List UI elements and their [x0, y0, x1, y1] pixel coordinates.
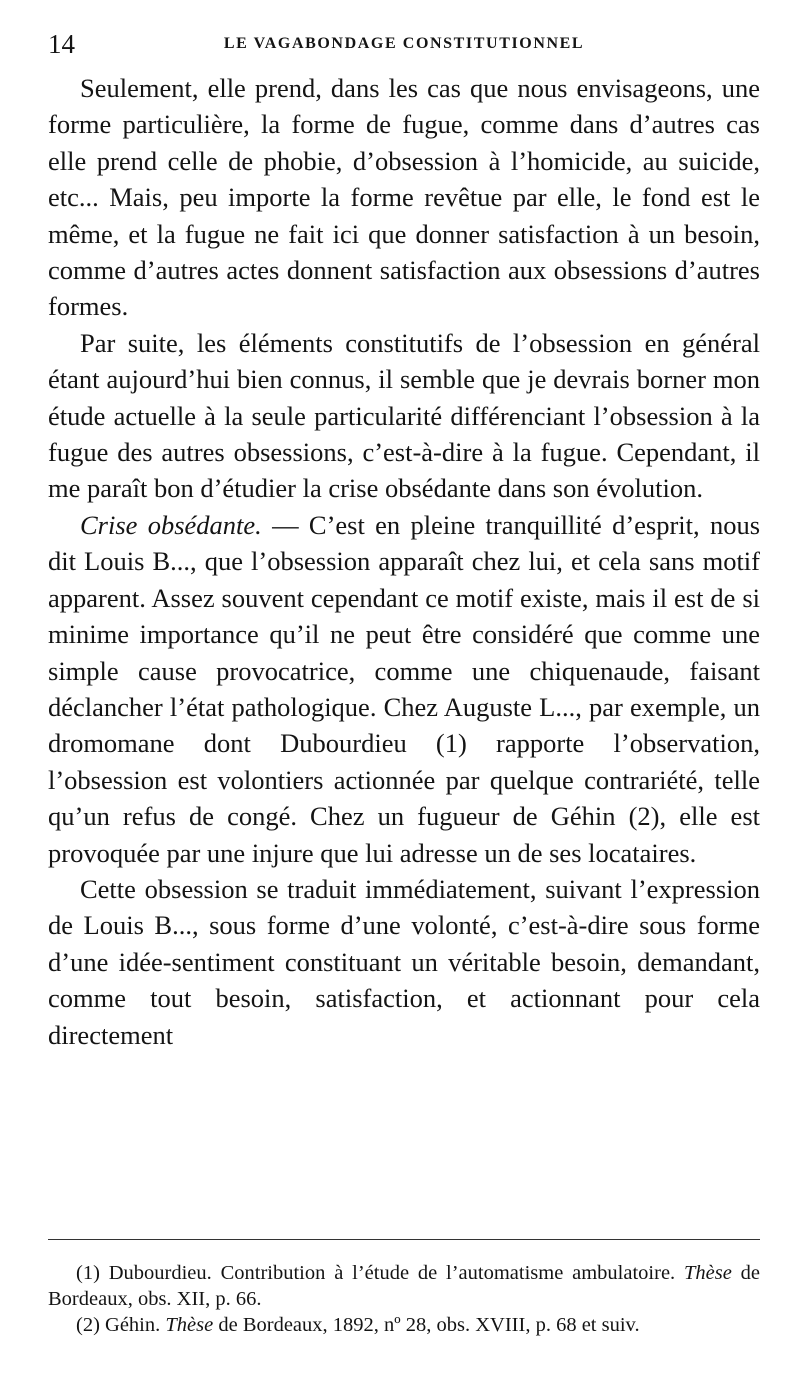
footnote-text: (1) Dubourdieu. Contribution à l’étude de l’automatisme ambulatoire. [76, 1262, 684, 1284]
footnote-text: de Bordeaux, 1892, nº 28, obs. XVIII, p. 68 et suiv. [213, 1314, 640, 1336]
footnote-text: de Bordeaux, obs. XII, p. 66. [48, 1262, 760, 1310]
paragraph-text: Cette obsession se traduit immédiatement, suivant l’expression de Louis B..., sous forme d’une volonté, c’est-à-dire sous forme d’une idée-sentiment constituant un véritable besoin, demandant, comme tout besoin, satisfaction, et actionnant pour cela directement [48, 873, 760, 1050]
footnote-text: (2) Géhin. [76, 1314, 166, 1336]
paragraph [48, 70, 760, 325]
footnote-italic: Thèse [165, 1314, 214, 1336]
paragraph [48, 507, 760, 871]
footnote-italic: Thèse [684, 1262, 732, 1284]
page-header [48, 28, 760, 60]
paragraph [48, 325, 760, 507]
paragraph [48, 871, 760, 1053]
section-lead: Crise obsédante. [80, 509, 262, 540]
page-number: 14 [48, 29, 75, 59]
footnote [48, 1312, 760, 1338]
paragraph-text: Par suite, les éléments constitutifs de l’obsession en général étant aujourd’hui bien connus, il semble que je devrais borner mon étude actuelle à la seule particularité différenciant l’obsession à la fugue des autres obsessions, c’est-à-dire à la fugue. Cependant, il me paraît bon d’étudier la crise obsédante dans son évolution. [48, 327, 760, 504]
footnote-divider [48, 1239, 760, 1240]
paragraph-text: — C’est en pleine tranquillité d’esprit, nous dit Louis B..., que l’obsession apparaît chez lui, et cela sans motif apparent. Assez souvent cependant ce motif existe, mais il est de si minime importance qu’il ne peut être considéré que comme une simple cause provocatrice, comme une chiquenaude, faisant déclancher l’état pathologique. Chez Auguste L..., par exemple, un dromomane dont Dubourdieu (1) rapporte l’observation, l’obsession est volontiers actionnée par quelque contrariété, telle qu’un refus de congé. Chez un fugueur de Géhin (2), elle est provoquée par une injure que lui adresse un de ses locataires. [48, 509, 761, 868]
paragraph-text: Seulement, elle prend, dans les cas que nous envisageons, une forme particulière, la forme de fugue, comme dans d’autres cas elle prend celle de phobie, d’obsession à l’homicide, au suicide, etc... Mais, peu importe la forme revêtue par elle, le fond est le même, et la fugue ne fait ici que donner satisfaction à un besoin, comme d’autres actes donnent satisfaction aux obsessions d’autres formes. [48, 73, 760, 322]
body-text [48, 70, 760, 1053]
running-title: LE VAGABONDAGE CONSTITUTIONNEL [223, 35, 585, 52]
footnote [48, 1260, 760, 1312]
footnotes [48, 1260, 760, 1338]
